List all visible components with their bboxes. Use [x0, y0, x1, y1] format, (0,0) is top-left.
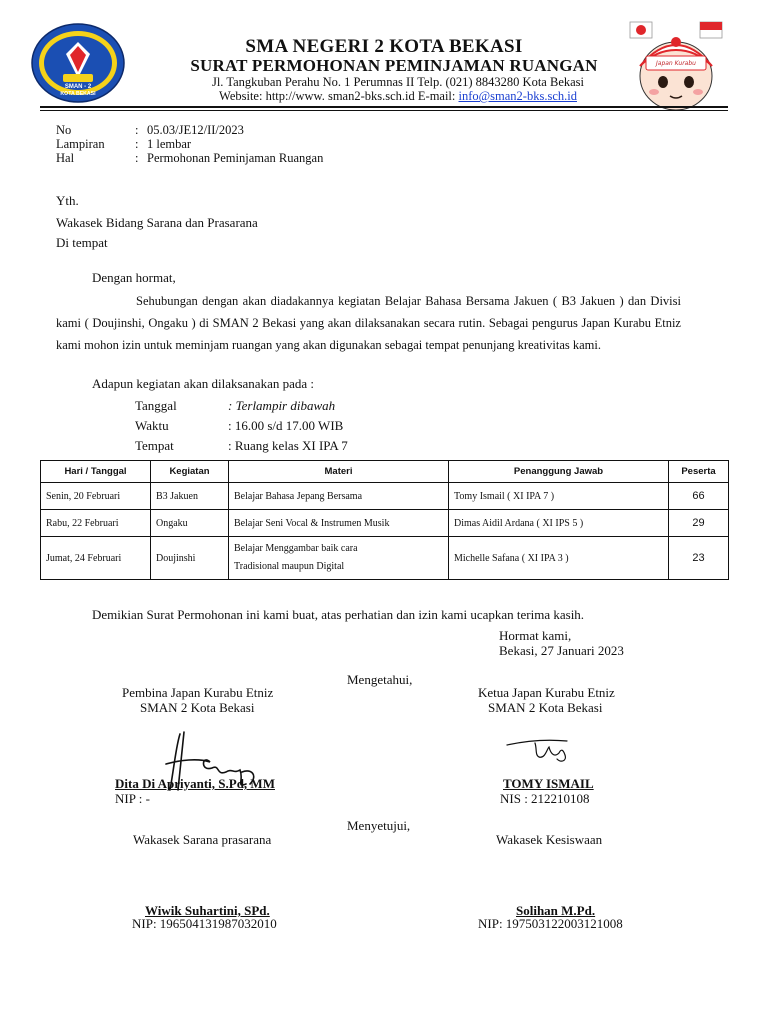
meta-colon: : [135, 137, 139, 151]
body-paragraph: Sehubungan dengan akan diadakannya kegiatan Belajar Bahasa Bersama Jakuen ( B3 Jakuen ) dan Divisi kami ( Doujinshi, Ongaku ) di SMAN 2 Bekasi yang akan dilaksanakan secara rutin. Sebagai pengurus Japan Kurabu Etniz kami mohon izin untuk meminjam ruangan yang akan digunakan sebagai tempat penunjang kreativitas kami. [56, 294, 681, 352]
wakasek1-title: Wakasek Sarana prasarana [133, 832, 272, 847]
svg-text:Japan Kurabu: Japan Kurabu [656, 60, 696, 67]
col-header-day: Hari / Tanggal [41, 461, 151, 483]
col-header-activity: Kegiatan [151, 461, 229, 483]
cell-day: Jumat, 24 Februari [41, 537, 151, 580]
cell-participants: 23 [669, 537, 729, 580]
meta-label-lampiran: Lampiran [56, 137, 105, 151]
cell-participants: 66 [669, 483, 729, 510]
cell-activity: Doujinshi [151, 537, 229, 580]
school-name: SMA NEGERI 2 KOTA BEKASI [245, 36, 523, 57]
cell-material-line2: Tradisional maupun Digital [234, 561, 345, 572]
meta-label-hal: Hal [56, 151, 75, 165]
website-text: Website: http://www. sman2-bks.sch.id E-mail: [219, 89, 459, 103]
ketua-org: SMAN 2 Kota Bekasi [488, 700, 603, 715]
closing-date: Bekasi, 27 Januari 2023 [499, 643, 624, 658]
cell-day: Rabu, 22 Februari [41, 510, 151, 537]
ketua-id: NIS : 212210108 [500, 791, 590, 806]
detail-value-tempat: : Ruang kelas XI IPA 7 [228, 438, 348, 453]
table-header-row [41, 461, 729, 483]
meta-colon: : [135, 151, 139, 165]
label-menyetujui: Menyetujui, [347, 818, 411, 833]
schedule-table [40, 460, 729, 580]
detail-value-tanggal: : Terlampir dibawah [228, 398, 336, 413]
cell-material [229, 537, 449, 580]
ketua-title: Ketua Japan Kurabu Etniz [478, 685, 615, 700]
meta-label-no: No [56, 123, 72, 137]
wakasek1-id: NIP: 196504131987032010 [132, 916, 277, 931]
cell-activity: B3 Jakuen [151, 483, 229, 510]
header-rule-thick [40, 106, 728, 108]
cell-pic: Dimas Aidil Ardana ( XI IPS 5 ) [449, 510, 669, 537]
label-mengetahui: Mengetahui, [347, 672, 413, 687]
detail-label-waktu: Waktu [135, 418, 169, 433]
schedule-intro: Adapun kegiatan akan dilaksanakan pada : [92, 376, 314, 391]
club-mascot-logo [626, 20, 726, 114]
svg-text:KOTA BEKASI: KOTA BEKASI [60, 91, 96, 97]
meta-value-no: 05.03/JE12/II/2023 [147, 123, 244, 137]
wakasek2-name: Solihan M.Pd. [516, 903, 596, 918]
wakasek1-name: Wiwik Suhartini, SPd. [145, 903, 270, 918]
col-header-material: Materi [229, 461, 449, 483]
wakasek2-id: NIP: 197503122003121008 [478, 916, 623, 931]
email-link[interactable]: info@sman2-bks.sch.id [458, 89, 577, 103]
cell-participants: 29 [669, 510, 729, 537]
cell-day: Senin, 20 Februari [41, 483, 151, 510]
table-row [41, 510, 729, 537]
recipient-place: Di tempat [56, 235, 108, 250]
table-row [41, 537, 729, 580]
table-row [41, 483, 729, 510]
col-header-participants: Peserta [669, 461, 729, 483]
detail-value-waktu: : 16.00 s/d 17.00 WIB [228, 418, 344, 433]
header-rule-thin [40, 110, 728, 111]
recipient-name: Wakasek Bidang Sarana dan Prasarana [56, 215, 258, 230]
detail-label-tempat: Tempat [135, 438, 174, 453]
pembina-name: Dita Di Apriyanti, S.Pd, MM [115, 776, 275, 791]
cell-pic: Tomy Ismail ( XI IPA 7 ) [449, 483, 669, 510]
recipient-yth: Yth. [56, 193, 79, 208]
detail-label-tanggal: Tanggal [135, 398, 177, 413]
ketua-name: TOMY ISMAIL [503, 776, 594, 791]
meta-value-hal: Permohonan Peminjaman Ruangan [147, 151, 324, 165]
letter-subtitle: SURAT PERMOHONAN PEMINJAMAN RUANGAN [190, 56, 598, 75]
cell-material-line1: Belajar Menggambar baik cara [234, 543, 358, 554]
meta-colon: : [135, 123, 139, 137]
closing-regards: Hormat kami, [499, 628, 572, 643]
cell-material: Belajar Bahasa Jepang Bersama [229, 483, 449, 510]
pembina-org: SMAN 2 Kota Bekasi [140, 700, 255, 715]
greeting: Dengan hormat, [92, 270, 176, 285]
svg-text:SMAN - 2: SMAN - 2 [64, 84, 92, 90]
school-address: Jl. Tangkuban Perahu No. 1 Perumnas II Telp. (021) 8843280 Kota Bekasi [211, 75, 585, 89]
col-header-pic: Penanggung Jawab [449, 461, 669, 483]
meta-value-lampiran: 1 lembar [147, 137, 192, 151]
cell-material: Belajar Seni Vocal & Instrumen Musik [229, 510, 449, 537]
ketua-signature [505, 735, 595, 763]
cell-activity: Ongaku [151, 510, 229, 537]
closing-text: Demikian Surat Permohonan ini kami buat, atas perhatian dan izin kami ucapkan terima kasih. [92, 607, 585, 622]
cell-pic: Michelle Safana ( XI IPA 3 ) [449, 537, 669, 580]
pembina-id: NIP : - [115, 791, 150, 806]
pembina-title: Pembina Japan Kurabu Etniz [122, 685, 274, 700]
wakasek2-title: Wakasek Kesiswaan [496, 832, 603, 847]
